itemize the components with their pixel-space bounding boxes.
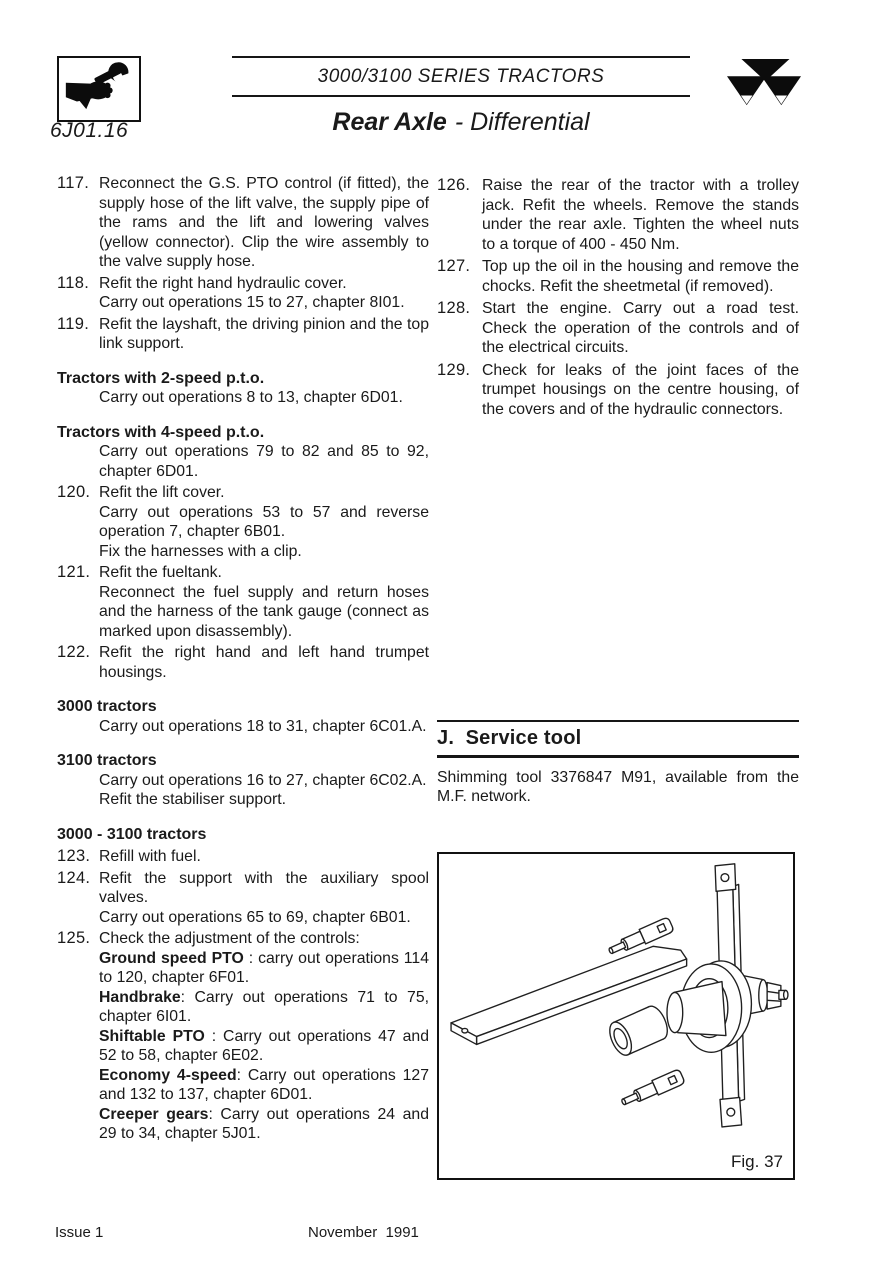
step-122 <box>57 643 429 682</box>
step-subtext: Fix the harnesses with a clip. <box>99 542 302 560</box>
step-subtext: Carry out operations 53 to 57 and reverse operation 7, chapter 6B01. <box>99 503 429 540</box>
control-creeper-gears: Creeper gears: Carry out operations 24 and 29 to 34, chapter 5J01. <box>99 1105 429 1142</box>
manual-logo-box <box>57 56 141 122</box>
step-125 <box>57 929 429 1144</box>
step-text: Refit the support with the auxiliary spool valves. <box>99 869 429 906</box>
section-text: Carry out operations 18 to 31, chapter 6C01.A. <box>99 717 427 735</box>
service-tool-heading: J. Service tool <box>437 727 582 749</box>
step-text: Refit the right hand and left hand trumpet housings. <box>99 644 429 681</box>
page-code: 6J01.16 <box>50 119 129 142</box>
step-text: Reconnect the G.S. PTO control (if fitted), the supply hose of the lift valve, the supply pipe of the rams and the lift and lowering valves (yellow connector). Clip the wire assembly to the valve supply hose. <box>99 175 429 270</box>
hand-wrench-icon <box>65 61 133 118</box>
step-117 <box>57 174 429 272</box>
series-title: 3000/3100 SERIES TRACTORS <box>317 66 605 87</box>
step-number: 128. <box>437 299 471 317</box>
section-heading: 3000 - 3100 tractors <box>57 825 207 843</box>
step-number: 119. <box>57 314 90 333</box>
step-120 <box>57 483 429 561</box>
step-118 <box>57 274 429 313</box>
step-number: 124. <box>57 868 91 887</box>
step-127 <box>437 257 799 296</box>
step-number: 120. <box>57 483 91 501</box>
step-text: Check the adjustment of the controls: <box>99 930 360 947</box>
header-rule-bottom <box>232 95 690 97</box>
section-2speed-pto <box>57 369 429 408</box>
step-text: Start the engine. Carry out a road test. Check the operation of the controls and of the electrical circuits. <box>482 300 799 356</box>
service-tool-text: Shimming tool 3376847 M91, available from the M.F. network. <box>437 768 799 805</box>
step-121 <box>57 563 429 641</box>
page-title-sub: - Differential <box>454 108 590 136</box>
service-tool-rule-bottom <box>437 755 799 758</box>
step-number: 122. <box>57 643 91 661</box>
control-economy-4speed: Economy 4-speed: Carry out operations 127 and 132 to 137, chapter 6D01. <box>99 1066 429 1103</box>
page-title <box>232 108 690 137</box>
section-3000-tractors <box>57 697 429 736</box>
step-number: 126. <box>437 176 471 194</box>
step-text: Refit the layshaft, the driving pinion and the top link support. <box>99 315 429 352</box>
service-tool-section <box>437 720 799 807</box>
step-text: Refit the lift cover. <box>99 484 225 501</box>
step-number: 123. <box>57 847 91 865</box>
step-126 <box>437 176 799 254</box>
step-number: 129. <box>437 360 471 379</box>
page-header <box>232 56 690 137</box>
step-subtext: Carry out operations 65 to 69, chapter 6B01. <box>99 908 411 926</box>
section-3100-tractors <box>57 751 429 810</box>
step-subtext: Carry out operations 15 to 27, chapter 8I01. <box>99 294 405 311</box>
step-number: 127. <box>437 257 471 275</box>
right-column <box>437 174 799 419</box>
section-heading: Tractors with 2-speed p.t.o. <box>57 369 265 387</box>
step-129 <box>437 361 799 420</box>
page-title-main: Rear Axle <box>332 108 447 136</box>
section-text: Refit the stabiliser support. <box>99 791 287 808</box>
step-text: Raise the rear of the tractor with a trolley jack. Refit the wheels. Remove the stands under the rear axle. Tighten the wheel nuts to a torque of 400 - 450 Nm. <box>482 177 799 253</box>
step-123 <box>57 847 429 867</box>
step-number: 125. <box>57 929 91 947</box>
control-ground-speed-pto: Ground speed PTO : carry out operations 114 to 120, chapter 6F01. <box>99 949 429 986</box>
step-number: 118. <box>57 273 90 292</box>
step-text: Refit the right hand hydraulic cover. <box>99 274 347 292</box>
step-119 <box>57 315 429 354</box>
figure-37-box <box>437 852 795 1180</box>
section-4speed-pto <box>57 423 429 482</box>
section-heading: 3000 tractors <box>57 698 157 715</box>
left-column <box>57 172 429 1144</box>
control-handbrake: Handbrake: Carry out operations 71 to 75, chapter 6I01. <box>99 988 429 1025</box>
section-heading: 3100 tractors <box>57 752 157 769</box>
step-text: Refill with fuel. <box>99 848 201 865</box>
step-number: 117. <box>57 174 90 192</box>
step-124 <box>57 869 429 928</box>
step-text: Top up the oil in the housing and remove the chocks. Refit the sheetmetal (if removed). <box>482 258 799 295</box>
control-shiftable-pto: Shiftable PTO : Carry out operations 47 and 52 to 58, chapter 6E02. <box>99 1027 429 1064</box>
footer-date: November 1991 <box>308 1224 419 1241</box>
section-heading: Tractors with 4-speed p.t.o. <box>57 423 265 441</box>
section-text: Carry out operations 8 to 13, chapter 6D01. <box>99 389 403 406</box>
step-number: 121. <box>57 563 91 581</box>
step-subtext: Reconnect the fuel supply and return hoses and the harness of the tank gauge (connect as marked upon disassembly). <box>99 583 429 640</box>
figure-caption: Fig. 37 <box>731 1152 783 1171</box>
section-3000-3100-tractors <box>57 825 429 845</box>
step-text: Check for leaks of the joint faces of the trumpet housings on the centre housing, of the covers and of the hydraulic connectors. <box>482 361 799 418</box>
service-tool-rule-top <box>437 720 799 722</box>
section-text: Carry out operations 16 to 27, chapter 6C02.A. <box>99 771 427 789</box>
footer-issue: Issue 1 <box>55 1224 104 1241</box>
step-text: Refit the fueltank. <box>99 564 222 581</box>
step-128 <box>437 299 799 358</box>
section-text: Carry out operations 79 to 82 and 85 to 92, chapter 6D01. <box>99 443 429 480</box>
massey-ferguson-logo-icon <box>727 58 801 115</box>
